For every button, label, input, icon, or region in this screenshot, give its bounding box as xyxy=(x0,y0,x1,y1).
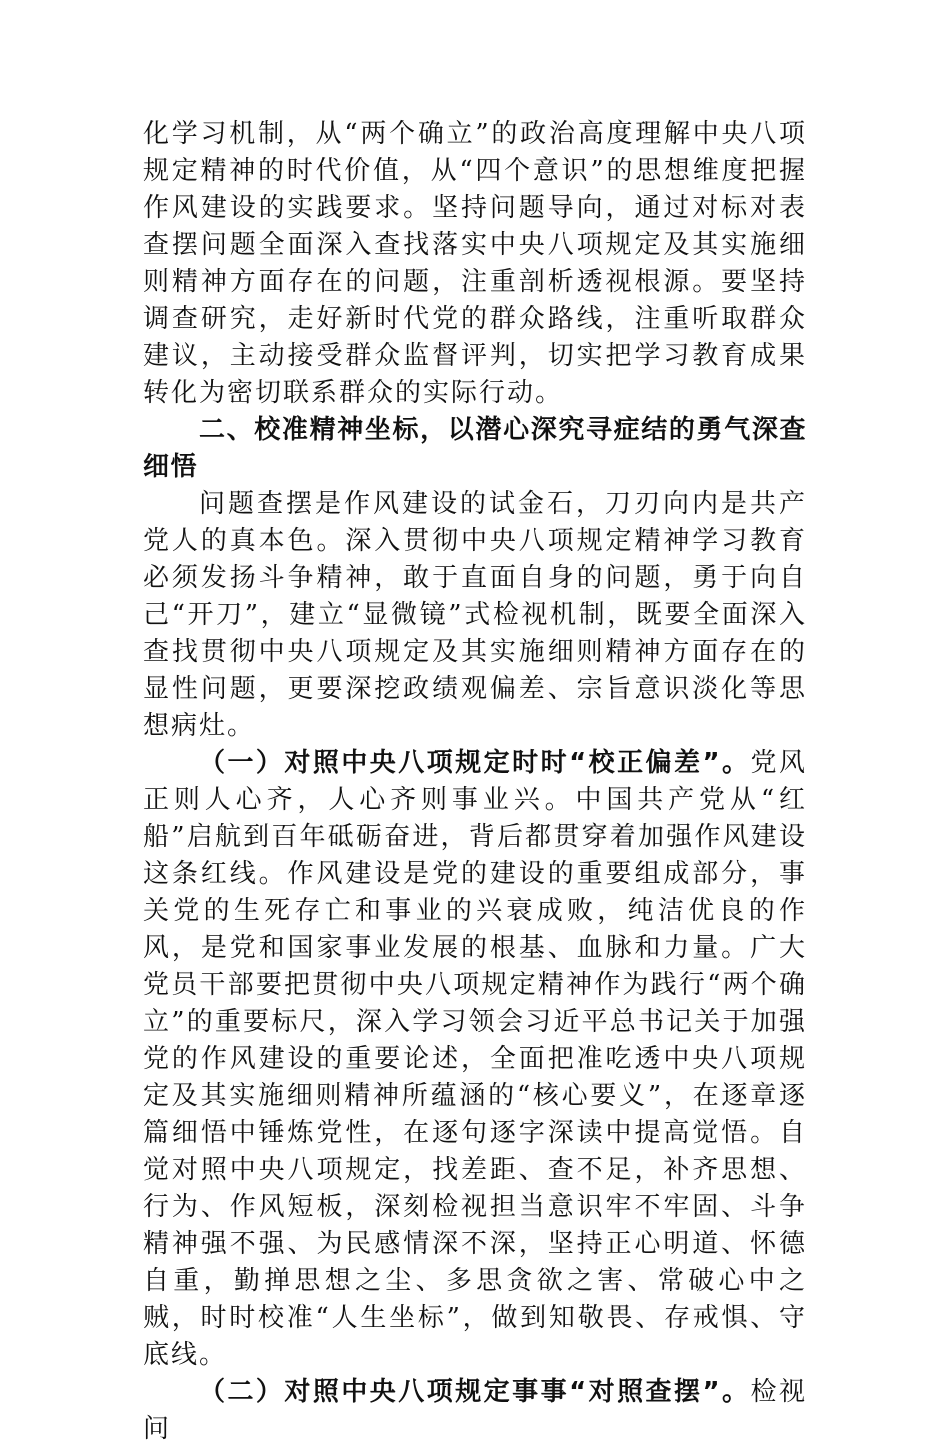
subsection-2-body: 检视问 xyxy=(143,1377,807,1444)
paragraph-continuation: 化学习机制，从“两个确立”的政治高度理解中央八项规定精神的时代价值，从“四个意识”的思想维度把握作风建设的实践要求。坚持问题导向，通过对标对表查摆问题全面深入查找落实中央八项规定及其实施细则精神方面存在的问题，注重剖析透视根源。要坚持调查研究，走好新时代党的群众路线，注重听取群众建议，主动接受群众监督评判，切实把学习教育成果转化为密切联系群众的实际行动。 xyxy=(143,119,807,408)
paragraph-subsection-1 xyxy=(143,745,807,1374)
paragraph-problem-review: 问题查摆是作风建设的试金石，刀刃向内是共产党人的真本色。深入贯彻中央八项规定精神学习教育必须发扬斗争精神，敢于直面自身的问题，勇于向自己“开刀”，建立“显微镜”式检视机制，既要全面深入查找贯彻中央八项规定及其实施细则精神方面存在的显性问题，更要深挖政绩观偏差、宗旨意识淡化等思想病灶。 xyxy=(143,489,807,741)
subsection-2-heading: （二）对照中央八项规定事事“对照查摆”。 xyxy=(199,1377,751,1407)
section-heading-2: 二、校准精神坐标，以潜心深究寻症结的勇气深查细悟 xyxy=(143,415,807,482)
subsection-1-body: 党风正则人心齐，人心齐则事业兴。中国共产党从“红船”启航到百年砥砺奋进，背后都贯穿着加强作风建设这条红线。作风建设是党的建设的重要组成部分，事关党的生死存亡和事业的兴衰成败，纯洁优良的作风，是党和国家事业发展的根基、血脉和力量。广大党员干部要把贯彻中央八项规定精神作为践行“两个确立”的重要标尺，深入学习领会习近平总书记关于加强党的作风建设的重要论述，全面把准吃透中央八项规定及其实施细则精神所蕴涵的“核心要义”，在逐章逐篇细悟中锤炼党性，在逐句逐字深读中提高觉悟。自觉对照中央八项规定，找差距、查不足，补齐思想、行为、作风短板，深刻检视担当意识牢不牢固、斗争精神强不强、为民感情深不深，坚持正心明道、怀德自重，勤掸思想之尘、多思贪欲之害、常破心中之贼，时时校准“人生坐标”，做到知敬畏、存戒惧、守底线。 xyxy=(143,748,807,1370)
document-page xyxy=(143,116,807,1448)
paragraph-subsection-2 xyxy=(143,1374,807,1448)
subsection-1-heading: （一）对照中央八项规定时时“校正偏差”。 xyxy=(199,748,751,778)
